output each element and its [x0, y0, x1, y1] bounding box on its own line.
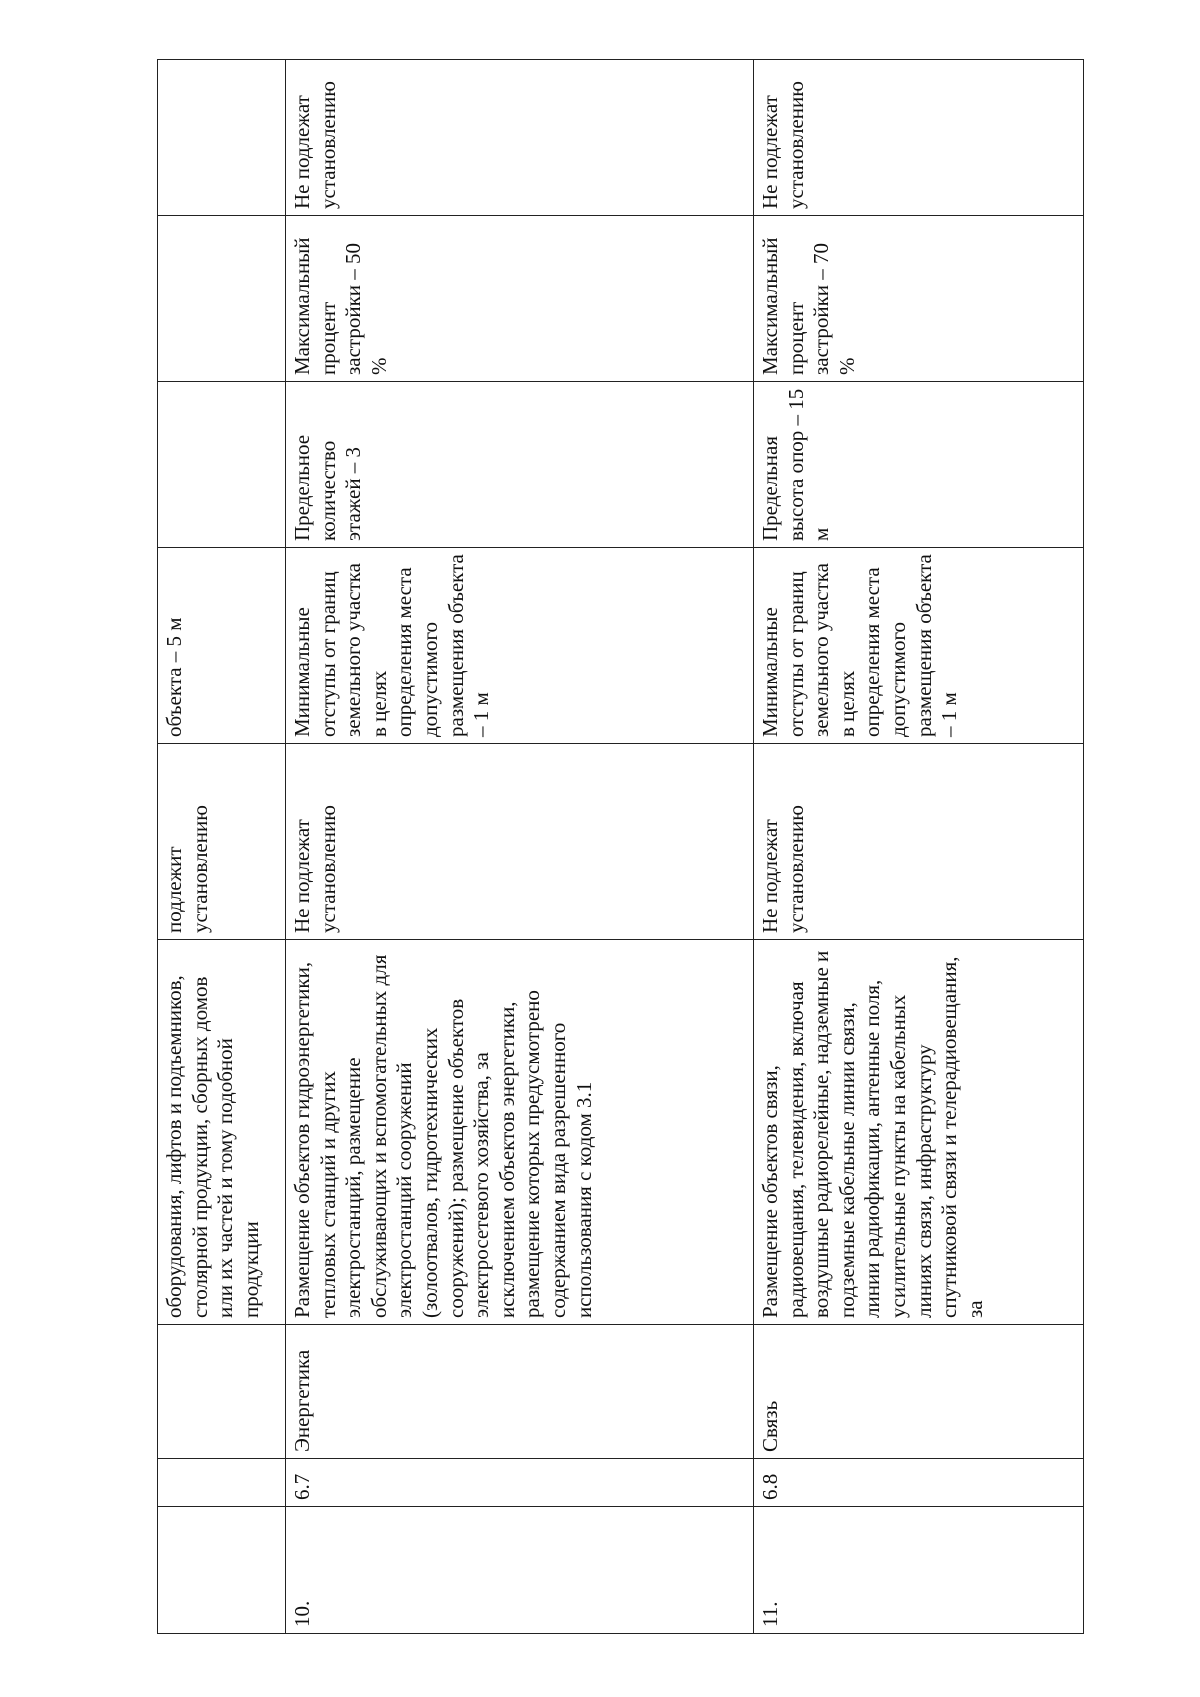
cell-col5: Не подлежат установлению	[286, 744, 754, 940]
cell-code: 6.7	[286, 1459, 754, 1507]
cell-code	[158, 1459, 286, 1507]
cell-col6: Минимальные отступы от границ земельного участка в целях определения места допустимого размещения объекта – 1 м	[754, 548, 1084, 744]
cell-description: оборудования, лифтов и подъемников, столярной продукции, сборных домов или их частей и тому подобной продукции	[158, 940, 286, 1325]
cell-col7: Предельное количество этажей – 3	[286, 382, 754, 548]
document-page	[157, 60, 1083, 1634]
cell-col8	[158, 216, 286, 382]
cell-description: Размещение объектов гидроэнергетики, тепловых станций и других электростанций, размещение обслуживающих и вспомогательных для электростанций сооружений (золоотвалов, гидротехнических сооружений); размещение объектов электросетевого хозяйства, за исключением объектов энергетики, размещение которых предусмотрено содержанием вида разрешенного использования с кодом 3.1	[286, 940, 754, 1325]
cell-col9: Не подлежат установлению	[754, 60, 1084, 216]
cell-use-name: Связь	[754, 1325, 1084, 1459]
cell-col9: Не подлежат установлению	[286, 60, 754, 216]
cell-number: 10.	[286, 1507, 754, 1634]
cell-col8: Максимальный процент застройки – 50 %	[286, 216, 754, 382]
land-use-regulations-table	[157, 59, 1084, 1634]
cell-col7	[158, 382, 286, 548]
table-row	[754, 60, 1084, 1634]
table-row	[286, 60, 754, 1634]
cell-col5: подлежит установлению	[158, 744, 286, 940]
cell-number: 11.	[754, 1507, 1084, 1634]
cell-col9	[158, 60, 286, 216]
cell-number	[158, 1507, 286, 1634]
cell-col8: Максимальный процент застройки – 70 %	[754, 216, 1084, 382]
cell-use-name: Энергетика	[286, 1325, 754, 1459]
cell-col7: Предельная высота опор – 15 м	[754, 382, 1084, 548]
cell-description: Размещение объектов связи, радиовещания, телевидения, включая воздушные радиорелейные, надземные и подземные кабельные линии связи, линии радиофикации, антенные поля, усилительные пункты на кабельных линиях связи, инфраструктуру спутниковой связи и телерадиовещания, за	[754, 940, 1084, 1325]
rotated-table-wrapper	[157, 60, 1083, 1634]
cell-use-name	[158, 1325, 286, 1459]
cell-code: 6.8	[754, 1459, 1084, 1507]
cell-col6: объекта – 5 м	[158, 548, 286, 744]
table-row-continuation	[158, 60, 286, 1634]
cell-col5: Не подлежат установлению	[754, 744, 1084, 940]
cell-col6: Минимальные отступы от границ земельного участка в целях определения места допустимого размещения объекта – 1 м	[286, 548, 754, 744]
